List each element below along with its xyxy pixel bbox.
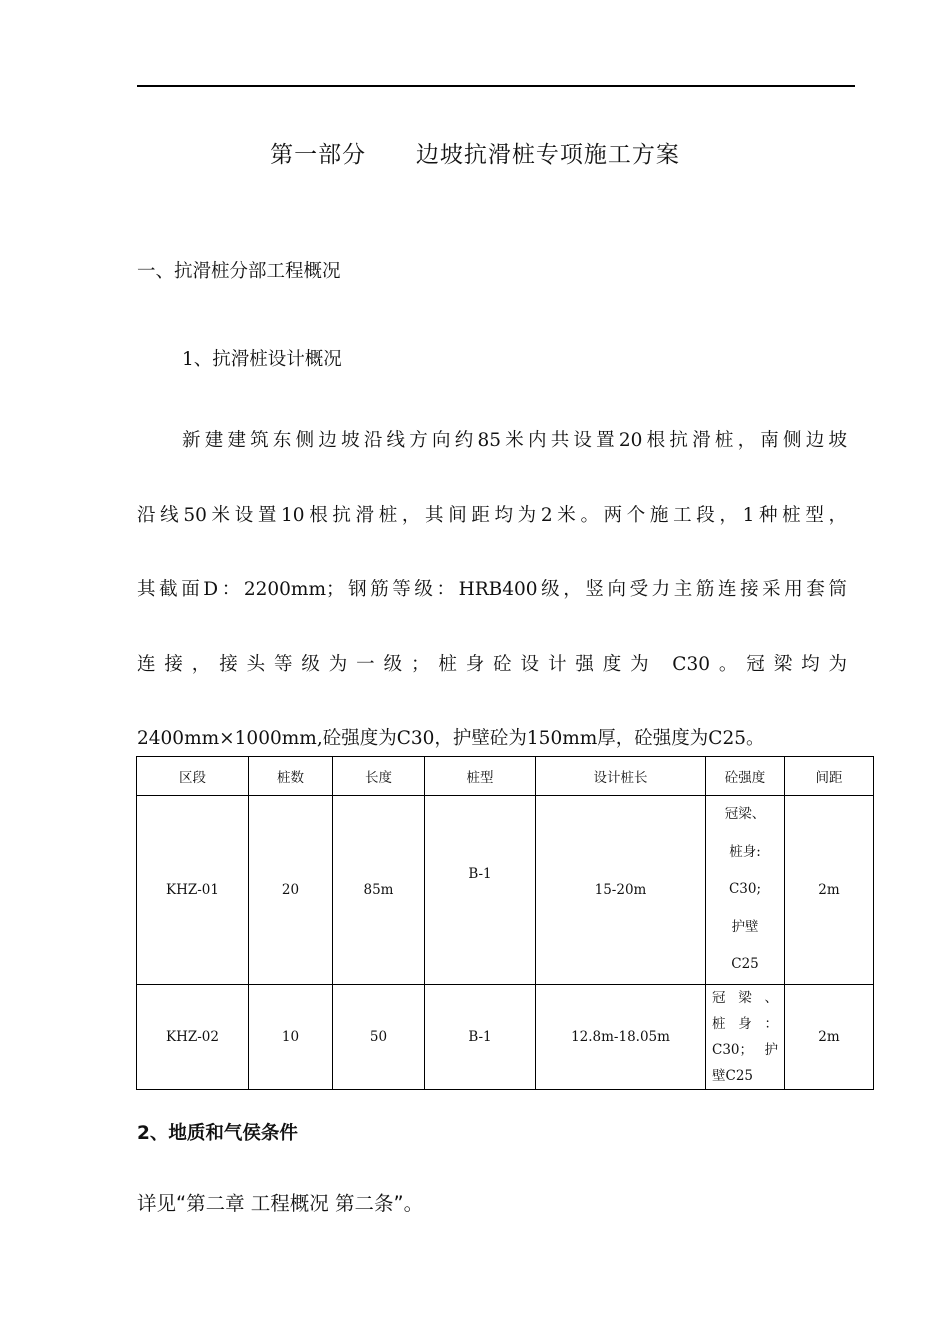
header-cell-design-length: 设计桩长 [536, 757, 706, 796]
reference-note: 详见“第二章 工程概况 第二条”。 [137, 1192, 424, 1215]
header-rule [137, 85, 855, 87]
strength-line: C25 [731, 956, 759, 972]
design-paragraph [137, 404, 847, 777]
cell-strength [706, 984, 785, 1089]
paragraph-line: 沿线50米设置10根抗滑桩，其间距均为2米。两个施工段，1种桩型， [137, 504, 847, 526]
table-header-row [137, 757, 874, 796]
section-heading-overview: 一、抗滑桩分部工程概况 [137, 261, 341, 282]
paragraph-line: 2400mm×1000mm,砼强度为C30，护壁砼为150mm厚，砼强度为C25。 [137, 728, 765, 749]
table-row [137, 984, 874, 1089]
subsection-heading-geology: 2、地质和气侯条件 [137, 1123, 298, 1144]
page-title: 第一部分 边坡抗滑桩专项施工方案 [270, 142, 680, 168]
strength-line: C30；护 [712, 1041, 778, 1058]
strength-line: 冠梁、 [712, 989, 778, 1006]
strength-line: 壁C25 [712, 1067, 754, 1084]
cell-spacing: 2m [785, 796, 874, 985]
strength-line: 桩身: [729, 843, 761, 860]
cell-type: B-1 [425, 984, 536, 1089]
header-cell-zone: 区段 [137, 757, 249, 796]
header-cell-strength: 砼强度 [706, 757, 785, 796]
cell-length: 50 [333, 984, 425, 1089]
cell-strength [706, 796, 785, 985]
paragraph-line: 其截面D：2200mm；钢筋等级：HRB400级，竖向受力主筋连接采用套筒 [137, 579, 847, 600]
paragraph-line: 连接，接头等级为一级；桩身砼设计强度为 C30。冠梁均为 [137, 653, 847, 675]
table-row [137, 796, 874, 985]
header-cell-type: 桩型 [425, 757, 536, 796]
cell-design-length: 12.8m-18.05m [536, 984, 706, 1089]
strength-line: 桩身： [712, 1015, 778, 1032]
strength-line: C30; [728, 881, 762, 897]
cell-design-length: 15-20m [536, 796, 706, 985]
header-cell-spacing: 间距 [785, 757, 874, 796]
header-cell-count: 桩数 [249, 757, 333, 796]
cell-zone: KHZ-01 [137, 796, 249, 985]
cell-type [425, 796, 536, 985]
strength-line: 冠梁、 [724, 806, 766, 822]
cell-zone: KHZ-02 [137, 984, 249, 1089]
cell-count: 10 [249, 984, 333, 1089]
cell-length: 85m [333, 796, 425, 985]
cell-type-text: B-1 [468, 865, 492, 882]
strength-line: 护壁 [731, 918, 759, 935]
cell-spacing: 2m [785, 984, 874, 1089]
subsection-heading-design: 1、抗滑桩设计概况 [182, 349, 342, 370]
pile-spec-table [136, 756, 874, 1090]
cell-count: 20 [249, 796, 333, 985]
paragraph-line: 新建建筑东侧边坡沿线方向约85米内共设置20根抗滑桩，南侧边坡 [182, 430, 847, 451]
header-cell-length: 长度 [333, 757, 425, 796]
